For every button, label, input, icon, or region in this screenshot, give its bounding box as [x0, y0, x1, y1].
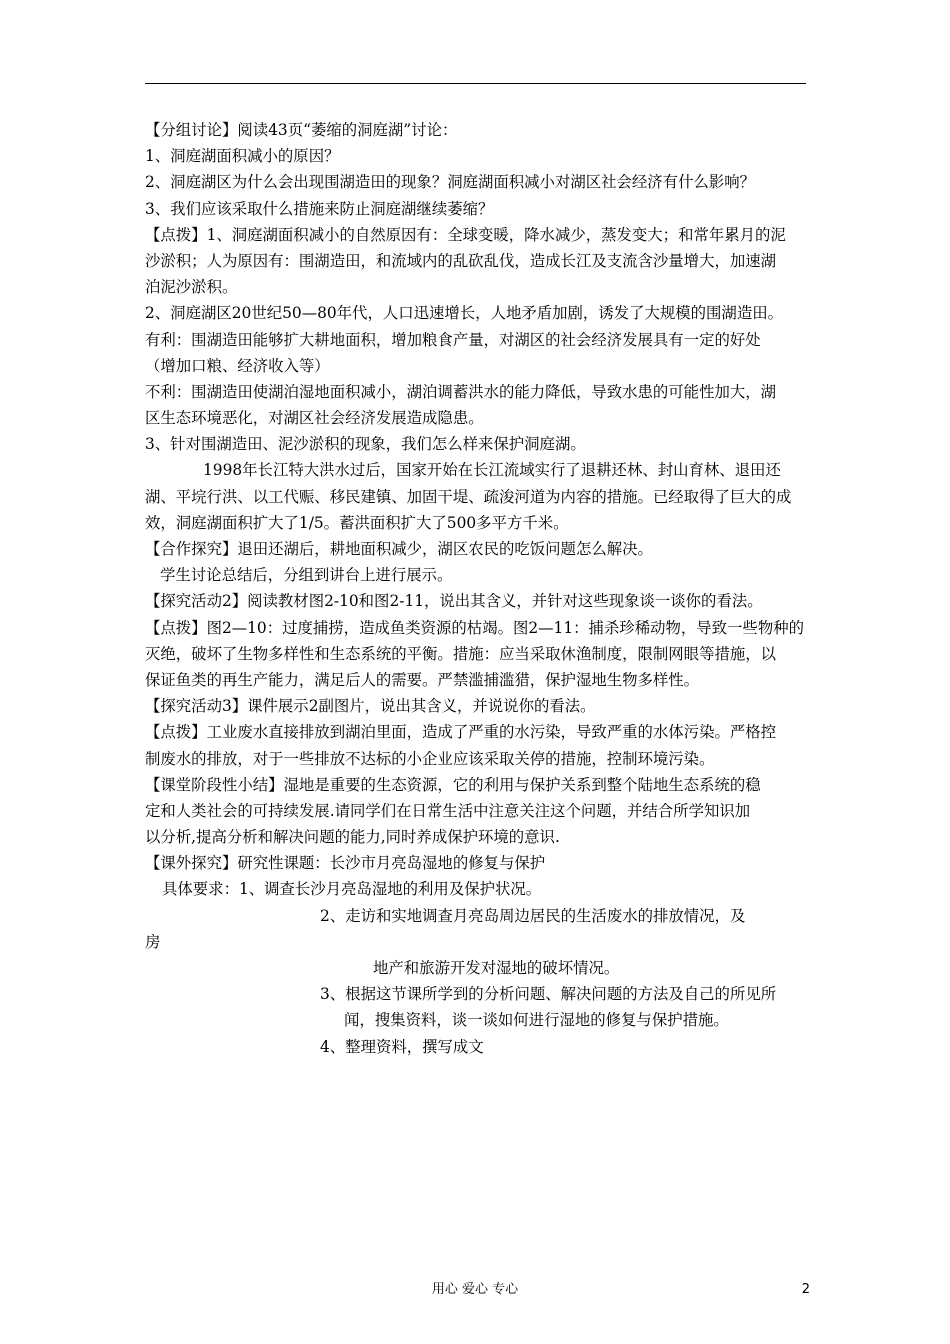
text-line: 3、针对围湖造田、泥沙淤积的现象，我们怎么样来保护洞庭湖。	[145, 435, 586, 454]
text-line: 【合作探究】退田还湖后，耕地面积减少，湖区农民的吃饭问题怎么解决。	[145, 540, 653, 558]
text-line: 1、洞庭湖面积减小的原因？	[145, 147, 340, 166]
text-line: 制废水的排放，对于一些排放不达标的小企业应该采取关停的措施，控制环境污染。	[145, 749, 715, 768]
text-line: 不利：围湖造田使湖泊湿地面积减小，湖泊调蓄洪水的能力降低，导致水患的可能性加大，湖	[145, 382, 777, 401]
text-line: 房	[145, 932, 161, 951]
text-line: 【探究活动3】课件展示2副图片，说出其含义，并说说你的看法。	[145, 697, 596, 716]
text-line: 【课堂阶段性小结】湿地是重要的生态资源，它的利用与保护关系到整个陆地生态系统的稳	[145, 775, 761, 794]
text-line: 2、洞庭湖区20世纪50—80年代，人口迅速增长，人地矛盾加剧，诱发了大规模的围湖造田。	[145, 304, 783, 323]
text-line: 4、整理资料，撰写成文	[320, 1037, 484, 1056]
text-line: 1998年长江特大洪水过后，国家开始在长江流域实行了退耕还林、封山育林、退田还	[203, 461, 781, 480]
footer-slogan: 用心 爱心 专心	[431, 1282, 519, 1297]
text-line: 以分析,提高分析和解决问题的能力,同时养成保护环境的意识.	[145, 828, 560, 847]
text-line: 闻，搜集资料，谈一谈如何进行湿地的修复与保护措施。	[344, 1011, 729, 1030]
text-line: 3、我们应该采取什么措施来防止洞庭湖继续萎缩？	[145, 199, 494, 218]
text-line: 【点拨】工业废水直接排放到湖泊里面，造成了严重的水污染，导致严重的水体污染。严格控	[145, 723, 777, 742]
text-line: 保证鱼类的再生产能力，满足后人的需要。严禁滥捕滥猎，保护湿地生物多样性。	[145, 670, 700, 689]
text-line: （增加口粮、经济收入等）	[145, 356, 330, 375]
text-line: 【点拨】1、洞庭湖面积减小的自然原因有：全球变暖，降水减少，蒸发变大；和常年累月的泥	[145, 225, 786, 244]
text-line: 3、根据这节课所学到的分析问题、解决问题的方法及自己的所见所	[320, 985, 777, 1004]
text-line: 2、走访和实地调查月亮岛周边居民的生活废水的排放情况，及	[320, 906, 746, 925]
text-line: 学生讨论总结后，分组到讲台上进行展示。	[160, 566, 453, 585]
text-line: 有利：围湖造田能够扩大耕地面积，增加粮食产量，对湖区的社会经济发展具有一定的好处	[145, 330, 761, 349]
text-line: 具体要求：1、调查长沙月亮岛湿地的利用及保护状况。	[162, 880, 542, 899]
page-number: 2	[801, 1282, 810, 1297]
document-body	[145, 117, 813, 1060]
text-line: 2、洞庭湖区为什么会出现围湖造田的现象？洞庭湖面积减小对湖区社会经济有什么影响？	[145, 173, 756, 192]
text-line: 【点拨】图2—10：过度捕捞，造成鱼类资源的枯竭。图2—11：捕杀珍稀动物，导致一些物种的	[145, 618, 804, 637]
text-line: 灭绝，破坏了生物多样性和生态系统的平衡。措施：应当采取休渔制度，限制网眼等措施，以	[145, 644, 777, 663]
text-line: 定和人类社会的可持续发展.请同学们在日常生活中注意关注这个问题，并结合所学知识加	[145, 801, 751, 820]
text-line: 效，洞庭湖面积扩大了1/5。蓄洪面积扩大了500多平方千米。	[145, 513, 569, 532]
text-line: 【探究活动2】阅读教材图2-10和图2-11，说出其含义，并针对这些现象谈一谈你的看法。	[145, 592, 763, 611]
text-line: 地产和旅游开发对湿地的破坏情况。	[373, 959, 620, 977]
header-rule	[145, 83, 806, 84]
text-line: 【课外探究】研究性课题：长沙市月亮岛湿地的修复与保护	[145, 854, 546, 873]
text-line: 沙淤积；人为原因有：围湖造田，和流域内的乱砍乱伐，造成长江及支流含沙量增大，加速湖	[145, 251, 777, 270]
text-line: 区生态环境恶化，对湖区社会经济发展造成隐患。	[145, 409, 484, 428]
text-line: 湖、平垸行洪、以工代赈、移民建镇、加固干堤、疏浚河道为内容的措施。已经取得了巨大的成	[145, 487, 792, 506]
text-line: 【分组讨论】阅读43页“萎缩的洞庭湖”讨论：	[145, 121, 458, 139]
text-line: 泊泥沙淤积。	[145, 278, 238, 297]
